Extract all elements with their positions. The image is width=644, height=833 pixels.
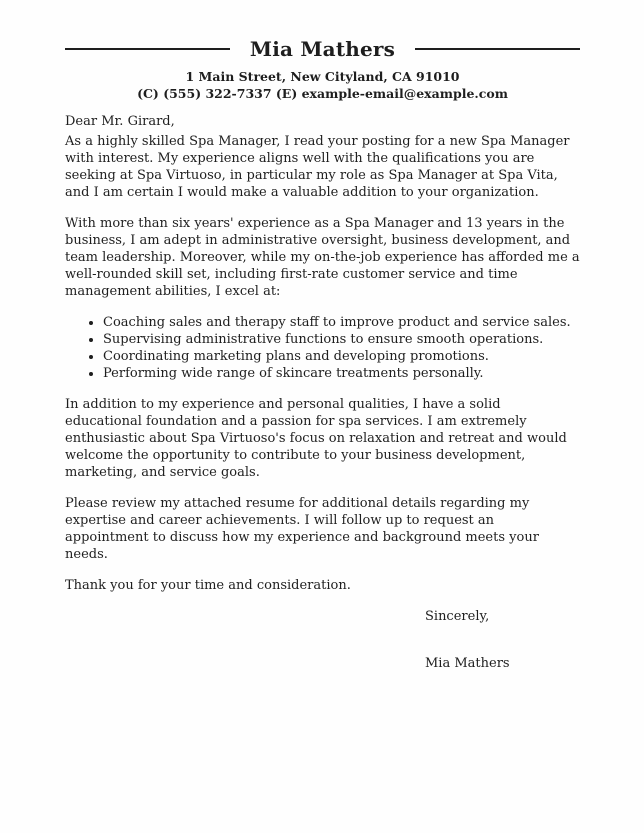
- letter-body: [65, 113, 580, 672]
- name-row: [65, 36, 580, 62]
- applicant-name: Mia Mathers: [249, 37, 396, 61]
- signature-name: Mia Mathers: [425, 656, 510, 671]
- closing-block: [425, 608, 580, 672]
- paragraph-education: In addition to my experience and personal qualities, I have a solid educational foundation and a passion for spa services. I am extremely enthusiastic about Spa Virtuoso's focus on relaxation and retreat and would welcome the opportunity to contribute to your business development, marketing, and service goals.: [65, 397, 567, 480]
- list-item: • Coaching sales and therapy staff to improve product and service sales.: [103, 314, 580, 331]
- list-item: • Coordinating marketing plans and developing promotions.: [103, 348, 580, 365]
- contact-line: (C) (555) 322-7337 (E) example-email@example.com: [137, 86, 508, 101]
- paragraph-experience: With more than six years' experience as a Spa Manager and 13 years in the business, I am adept in administrative oversight, business development, and team leadership. Moreover, while my on-the-job experience has afforded me a well-rounded skill set, including first-rate customer service and time management abilities, I excel at:: [65, 216, 580, 299]
- list-item: • Performing wide range of skincare treatments personally.: [103, 365, 580, 382]
- list-item: • Supervising administrative functions to ensure smooth operations.: [103, 331, 580, 348]
- salutation: Dear Mr. Girard,: [65, 114, 175, 129]
- left-rule: [65, 48, 230, 50]
- right-rule: [415, 48, 580, 50]
- skills-list: [65, 314, 580, 382]
- paragraph-introduction: As a highly skilled Spa Manager, I read your posting for a new Spa Manager with interest. My experience aligns well with the qualifications you are seeking at Spa Virtuoso, in particular my role as Spa Manager at Spa Vita, and I am certain I would make a valuable addition to your organization.: [65, 134, 570, 200]
- paragraph-resume: Please review my attached resume for additional details regarding my expertise and career achievements. I will follow up to request an appointment to discuss how my experience and background meets your needs.: [65, 496, 539, 562]
- letterhead: [65, 36, 580, 102]
- paragraph-thanks: Thank you for your time and consideration.: [65, 578, 351, 593]
- address-line: 1 Main Street, New Cityland, CA 91010: [185, 69, 460, 84]
- valediction: Sincerely,: [425, 609, 490, 624]
